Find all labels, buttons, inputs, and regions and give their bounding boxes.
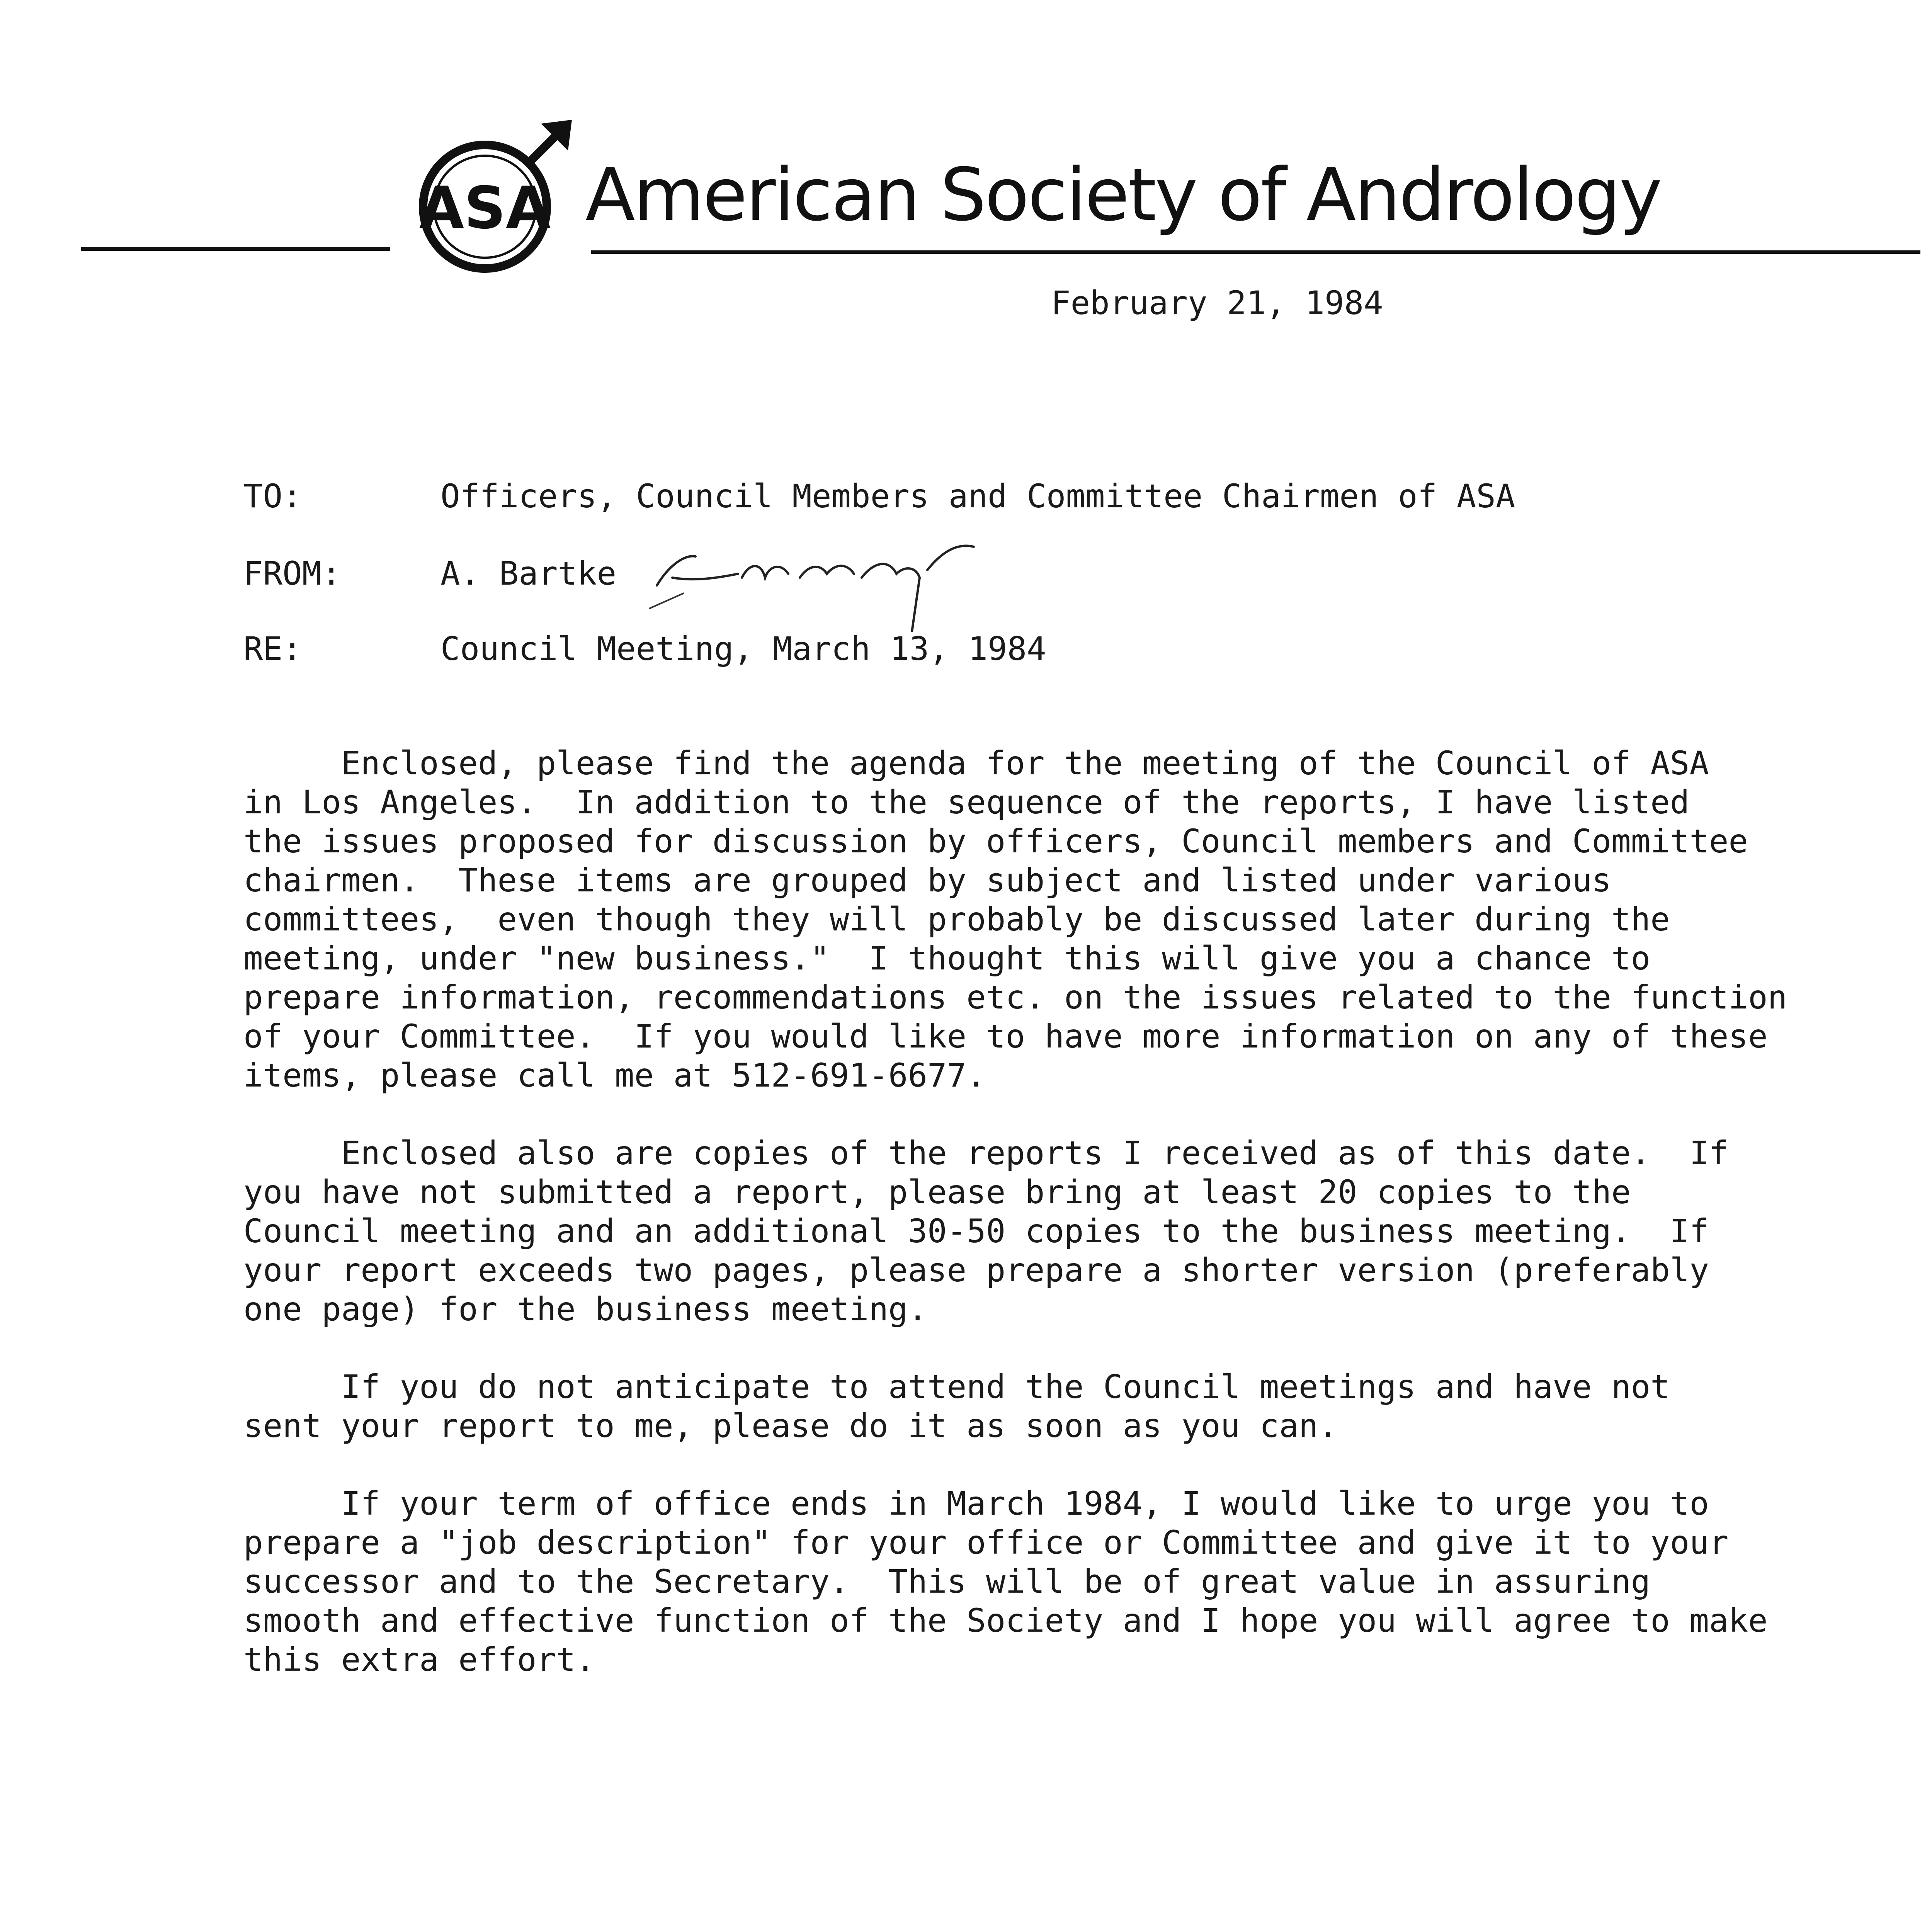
letterhead-rule-left: [81, 247, 390, 251]
body-paragraph: If your term of office ends in March 1984, I would like to urge you to prepare a "job description" for your office or Committee and give it to your successor and to the Secretary. This will be of great value in assuring smooth and effective function of the Society and I hope you will agree to make this extra effort.: [243, 1485, 1768, 1679]
re-label: RE:: [243, 630, 302, 668]
letterhead-rule-right: [591, 250, 1920, 254]
signature-image: [641, 520, 1009, 632]
to-value: Officers, Council Members and Committee Chairmen of ASA: [440, 477, 1515, 515]
re-value: Council Meeting, March 13, 1984: [440, 630, 1046, 668]
logo-text: ASA: [419, 175, 551, 242]
body-paragraph: Enclosed also are copies of the reports I received as of this date. If you have not submitted a report, please bring at least 20 copies to the Council meeting and an additional 30-50 copies to the business meeting. If your report exceeds two pages, please prepare a shorter version (preferably one page) for the business meeting.: [243, 1134, 1729, 1328]
body-paragraph: If you do not anticipate to attend the Council meetings and have not sent your report to me, please do it as soon as you can.: [243, 1368, 1670, 1445]
from-label: FROM:: [243, 554, 341, 592]
from-value: A. Bartke: [440, 554, 617, 592]
organization-name: American Society of Andrology: [585, 153, 1661, 237]
body-paragraph: Enclosed, please find the agenda for the meeting of the Council of ASA in Los Angeles. In addition to the sequence of the reports, I have listed the issues proposed for discussion by officers, Council members and Committee chairmen. These items are grouped by subject and listed under various committees, even though they will probably be discussed later during the meeting, under "new business." I thought this will give you a chance to prepare information, recommendations etc. on the issues related to the function of your Committee. If you would like to have more information on any of these items, please call me at 512-691-6677.: [243, 744, 1787, 1094]
letter-body: [243, 744, 1905, 1718]
asa-logo-icon: [413, 116, 576, 278]
letter-date: February 21, 1984: [1051, 284, 1383, 322]
to-label: TO:: [243, 477, 302, 515]
